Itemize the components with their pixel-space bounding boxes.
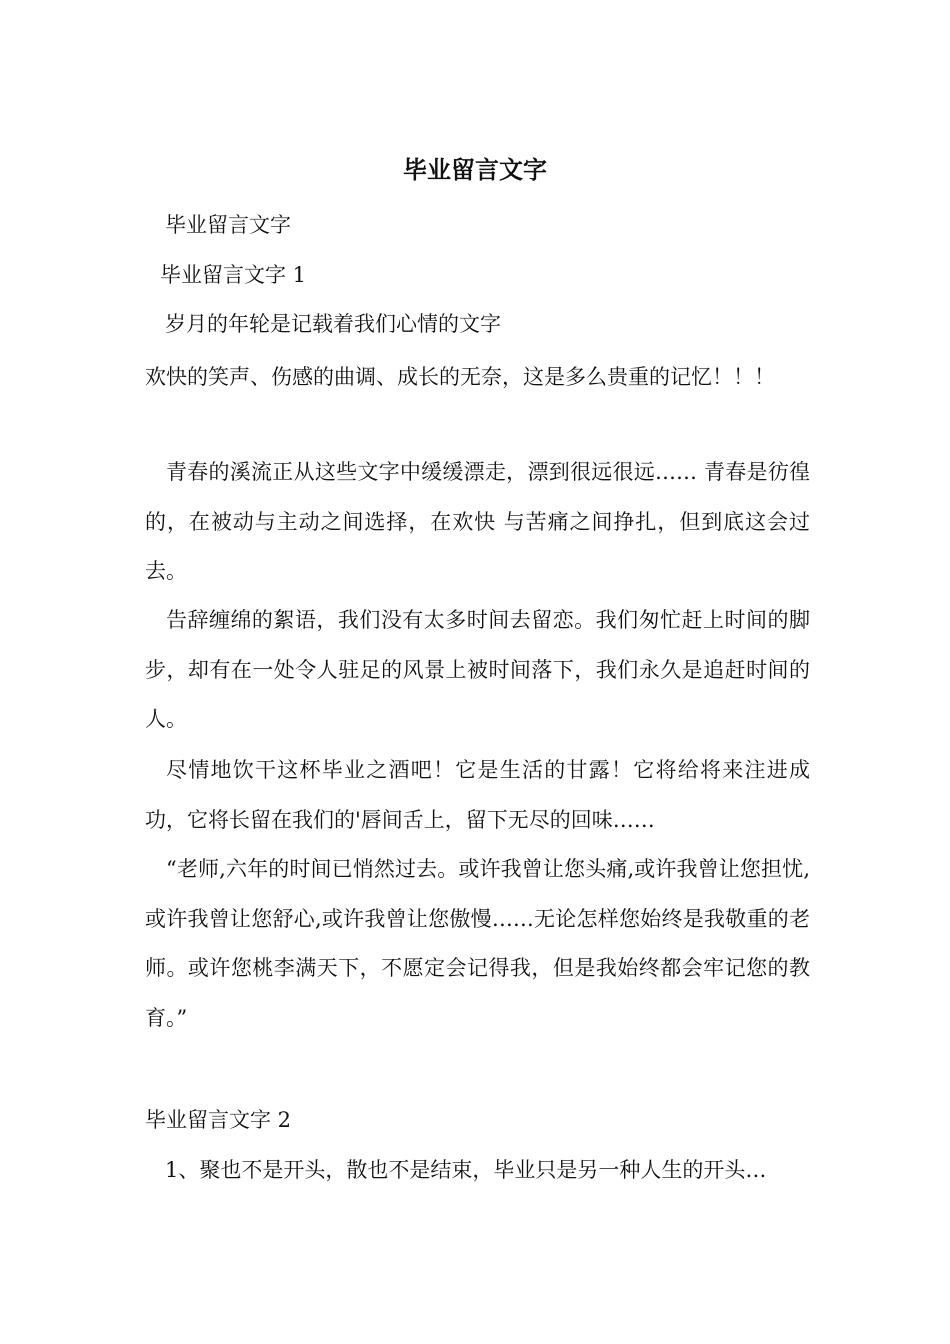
paragraph-line: 欢快的笑声、伤感的曲调、成长的无奈，这是多么贵重的记忆！！！	[145, 365, 775, 389]
list-item: 1、聚也不是开头，散也不是结束，毕业只是另一种人生的开头…	[165, 1158, 767, 1182]
paragraph-youth: 青春的溪流正从这些文字中缓缓漂走，漂到很远很远…… 青春是彷徨的，在被动与主动之间选择，在欢快 与苦痛之间挣扎，但到底这会过去。	[145, 460, 810, 583]
document-title: 毕业留言文字	[403, 155, 547, 184]
paragraph-farewell: 告辞缠绵的絮语，我们没有太多时间去留恋。我们匆忙赶上时间的脚步，却有在一处令人驻足的风景上被时间落下，我们永久是追赶时间的人。	[145, 608, 810, 731]
document-subtitle: 毕业留言文字	[165, 213, 291, 237]
section-heading-2: 毕业留言文字 2	[145, 1108, 292, 1132]
paragraph-line: 岁月的年轮是记载着我们心情的文字	[165, 312, 501, 336]
paragraph-wine: 尽情地饮干这杯毕业之酒吧！它是生活的甘露！它将给将来注进成功，它将长留在我们的'唇间舌上，留下无尽的回味……	[145, 758, 810, 832]
paragraph-teacher: “老师,六年的时间已悄然过去。或许我曾让您头痛,或许我曾让您担忧,或许我曾让您舒心,或许我曾让您傲慢……无论怎样您始终是我敬重的老师。或许您桃李满天下，不愿定会记得我，但是我始终都会牢记您的教育。”	[145, 857, 810, 1030]
section-heading-1: 毕业留言文字 1	[160, 263, 307, 287]
